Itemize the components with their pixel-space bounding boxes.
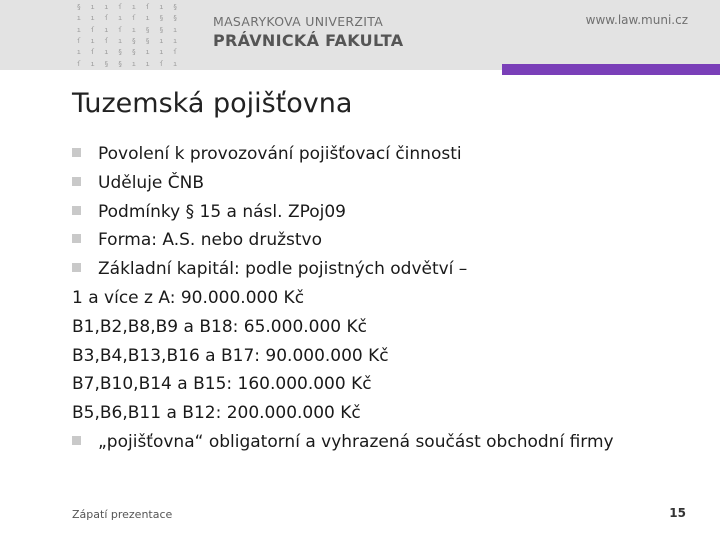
logo-glyph-icon: ı [104,3,109,11]
slide-body [72,140,702,457]
line-text: Forma: A.S. nebo družstvo [98,230,322,251]
logo-glyph-icon: ı [131,25,136,34]
logo-glyph-icon: § [76,3,81,11]
text-line [72,313,702,342]
logo-glyph-icon: ı [145,59,150,68]
bullet-item [72,428,702,457]
logo-glyph-icon: § [159,14,164,23]
line-text: B5,B6,B11 a B12: 200.000.000 Kč [72,403,361,424]
bullet-square-icon [72,206,81,215]
logo-glyph-icon: ı [159,3,164,11]
logo-glyph-icon: ı [159,48,164,57]
line-text: Základní kapitál: podle pojistných odvětví – [98,259,468,280]
line-text: B7,B10,B14 a B15: 160.000.000 Kč [72,374,372,395]
logo-glyph-icon: § [145,36,150,45]
university-name: MASARYKOVA UNIVERZITA [213,14,384,29]
accent-bar [502,64,720,75]
bullet-item [72,198,702,227]
logo-glyph-icon: ſ [159,59,164,68]
logo-glyph-icon: ı [173,36,178,45]
logo-glyph-icon: ı [159,36,164,45]
logo-glyph-icon: § [118,48,123,57]
logo-glyph-icon: § [131,48,136,57]
logo-glyph-icon: ſ [90,48,95,57]
line-text: Uděluje ČNB [98,172,205,193]
logo-glyph-icon: ı [104,25,109,34]
faculty-name: PRÁVNICKÁ FAKULTA [213,31,404,50]
logo-glyph-icon: ſ [118,25,123,34]
logo-glyph-icon: ſ [104,36,109,45]
line-text: Povolení k provozování pojišťovací činnosti [98,144,462,164]
logo-glyph-icon: § [173,3,178,11]
logo-glyph-icon: § [159,25,164,34]
bullet-square-icon [72,148,81,157]
logo-glyph-icon: ı [104,48,109,57]
logo-glyph-icon: ı [145,14,150,23]
line-text: 1 a více z A: 90.000.000 Kč [72,287,305,308]
footer-label: Zápatí prezentace [72,508,173,521]
bullet-item [72,226,702,255]
logo-glyph-icon: ſ [76,59,81,68]
text-line [72,370,702,399]
logo-glyph-icon: ſ [90,25,95,34]
logo-glyph-icon: § [145,25,150,34]
line-text: „pojišťovna“ obligatorní a vyhrazená součást obchodní firmy [98,431,614,452]
logo-glyph-icon: § [118,59,123,68]
text-line [72,399,702,428]
logo-glyph-icon: ı [90,36,95,45]
bullet-square-icon [72,263,81,272]
logo-glyph-icon: ı [90,59,95,68]
logo-glyph-icon: ı [90,14,95,23]
logo-glyph-icon: § [104,59,109,68]
text-line [72,342,702,371]
logo-glyph-icon: ı [131,3,136,11]
bullet-item [72,140,702,169]
bullet-square-icon [72,436,81,445]
logo-glyph-icon: ı [76,14,81,23]
logo-glyph-icon: ı [173,59,178,68]
logo-glyph-icon: ı [118,14,123,23]
logo-glyph-icon: § [173,14,178,23]
logo-glyph-icon: ı [76,25,81,34]
slide-title: Tuzemská pojišťovna [72,88,353,119]
logo-glyph-icon: ı [173,25,178,34]
text-line [72,284,702,313]
logo-glyph-icon: § [131,36,136,45]
logo-glyph-icon: ſ [76,36,81,45]
bullet-square-icon [72,177,81,186]
bullet-item [72,169,702,198]
logo-glyph-icon: ſ [104,14,109,23]
bullet-square-icon [72,234,81,243]
university-logo-pattern [72,2,182,70]
logo-glyph-icon: ſ [145,3,150,11]
logo-glyph-icon: ſ [118,3,123,11]
line-text: B3,B4,B13,B16 a B17: 90.000.000 Kč [72,345,389,366]
site-url[interactable]: www.law.muni.cz [585,13,688,27]
logo-glyph-icon: ı [145,48,150,57]
page-number: 15 [669,506,686,520]
logo-glyph-icon: ſ [173,48,178,57]
header-band [0,0,720,70]
logo-glyph-icon: ı [90,3,95,11]
line-text: Podmínky § 15 a násl. ZPoj09 [98,201,346,222]
bullet-item [72,255,702,284]
logo-glyph-icon: ı [118,36,123,45]
line-text: B1,B2,B8,B9 a B18: 65.000.000 Kč [72,316,368,337]
logo-glyph-icon: ſ [131,14,136,23]
logo-glyph-icon: ı [76,48,81,57]
logo-glyph-icon: ı [131,59,136,68]
